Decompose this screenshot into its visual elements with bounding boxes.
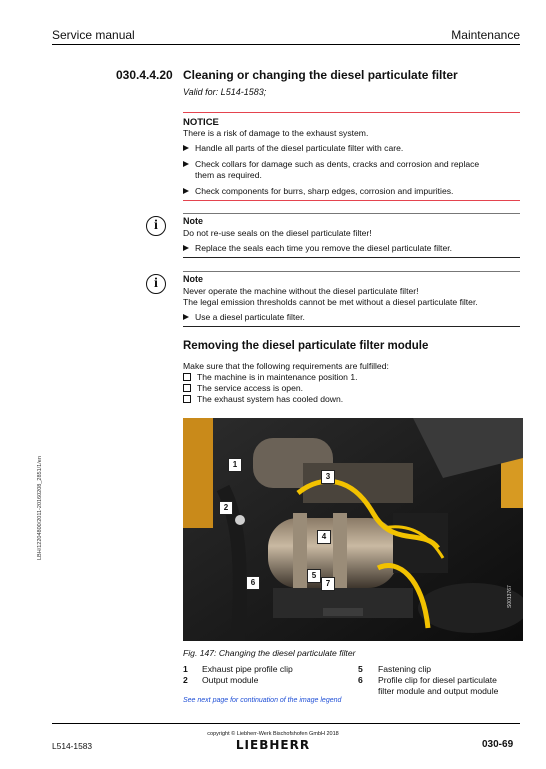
notice-text: There is a risk of damage to the exhaust system.	[183, 128, 369, 138]
header-rule	[52, 44, 520, 45]
requirement-item: The service access is open.	[183, 383, 303, 394]
requirement-item: The exhaust system has cooled down.	[183, 394, 343, 405]
legend-number: 5	[358, 664, 363, 674]
legend-text: Fastening clip	[378, 664, 432, 674]
info-icon: i	[146, 216, 166, 236]
note1-label: Note	[183, 216, 203, 226]
header-right: Maintenance	[451, 28, 520, 42]
notice-bullet-1: Handle all parts of the diesel particulate filter with care.	[183, 143, 403, 154]
note2-label: Note	[183, 274, 203, 284]
page-number: 030-69	[482, 739, 514, 750]
checkbox-icon	[183, 373, 191, 381]
liebherr-logo: LIEBHERR	[235, 738, 311, 752]
bullet-arrow-icon	[183, 314, 189, 320]
note2-text-2: The legal emission thresholds cannot be met without a diesel particulate filter.	[183, 297, 478, 307]
header-left: Service manual	[52, 28, 135, 42]
info-icon: i	[146, 274, 166, 294]
checkbox-icon	[183, 395, 191, 403]
notice-top-rule	[183, 112, 520, 113]
checkbox-icon	[183, 384, 191, 392]
document-id: LBH/12204800/2011-20160208_2851/1/en	[37, 456, 43, 560]
callout-5: 5	[307, 569, 321, 583]
legend-text: Exhaust pipe profile clip	[202, 664, 293, 674]
requirements-intro: Make sure that the following requirements are fulfilled:	[183, 361, 389, 371]
model-number: L514-1583	[52, 741, 93, 751]
legend-number: 6	[358, 675, 363, 685]
note2-bottom-rule	[183, 326, 520, 327]
legend-text: Output module	[202, 675, 259, 685]
callout-3: 3	[321, 470, 335, 484]
note1-text: Do not re-use seals on the diesel particulate filter!	[183, 228, 372, 238]
note1-bottom-rule	[183, 257, 520, 258]
callout-2: 2	[219, 501, 233, 515]
notice-bullet-2-cont: them as required.	[195, 170, 262, 180]
note2-text-1: Never operate the machine without the diesel particulate filter!	[183, 286, 419, 296]
note2-top-rule	[183, 271, 520, 272]
continuation-link[interactable]: See next page for continuation of the image legend	[183, 697, 342, 704]
legend-number: 2	[183, 675, 188, 685]
callout-6: 6	[246, 576, 260, 590]
bullet-arrow-icon	[183, 161, 189, 167]
notice-bullet-2: Check collars for damage such as dents, cracks and corrosion and replace	[183, 159, 479, 170]
note1-bullet: Replace the seals each time you remove the diesel particulate filter.	[183, 243, 452, 254]
callout-1: 1	[228, 458, 242, 472]
callout-4: 4	[317, 530, 331, 544]
notice-title: NOTICE	[183, 117, 219, 128]
valid-for: Valid for: L514-1583;	[183, 87, 267, 97]
requirement-item: The machine is in maintenance position 1.	[183, 372, 358, 383]
section-number: 030.4.4.20	[116, 68, 173, 82]
legend-text: filter module and output module	[378, 686, 499, 696]
note2-bullet: Use a diesel particulate filter.	[183, 312, 305, 323]
notice-bullet-3: Check components for burrs, sharp edges, corrosion and impurities.	[183, 186, 453, 197]
figure-caption: Fig. 147: Changing the diesel particulate filter	[183, 648, 356, 658]
subsection-title: Removing the diesel particulate filter module	[183, 340, 429, 352]
note1-top-rule	[183, 213, 520, 214]
legend-number: 1	[183, 664, 188, 674]
section-title: Cleaning or changing the diesel particulate filter	[183, 68, 458, 82]
footer-rule	[52, 723, 520, 724]
engine-photo-illustration	[183, 418, 523, 641]
figure-photo	[183, 418, 523, 641]
bullet-arrow-icon	[183, 145, 189, 151]
bullet-arrow-icon	[183, 188, 189, 194]
callout-7: 7	[321, 577, 335, 591]
image-code: S0013767	[507, 585, 513, 608]
copyright: copyright © Liebherr-Werk Bischofshofen GmbH 2018	[207, 731, 339, 737]
legend-text: Profile clip for diesel particulate	[378, 675, 497, 685]
bullet-arrow-icon	[183, 245, 189, 251]
notice-bottom-rule	[183, 200, 520, 201]
